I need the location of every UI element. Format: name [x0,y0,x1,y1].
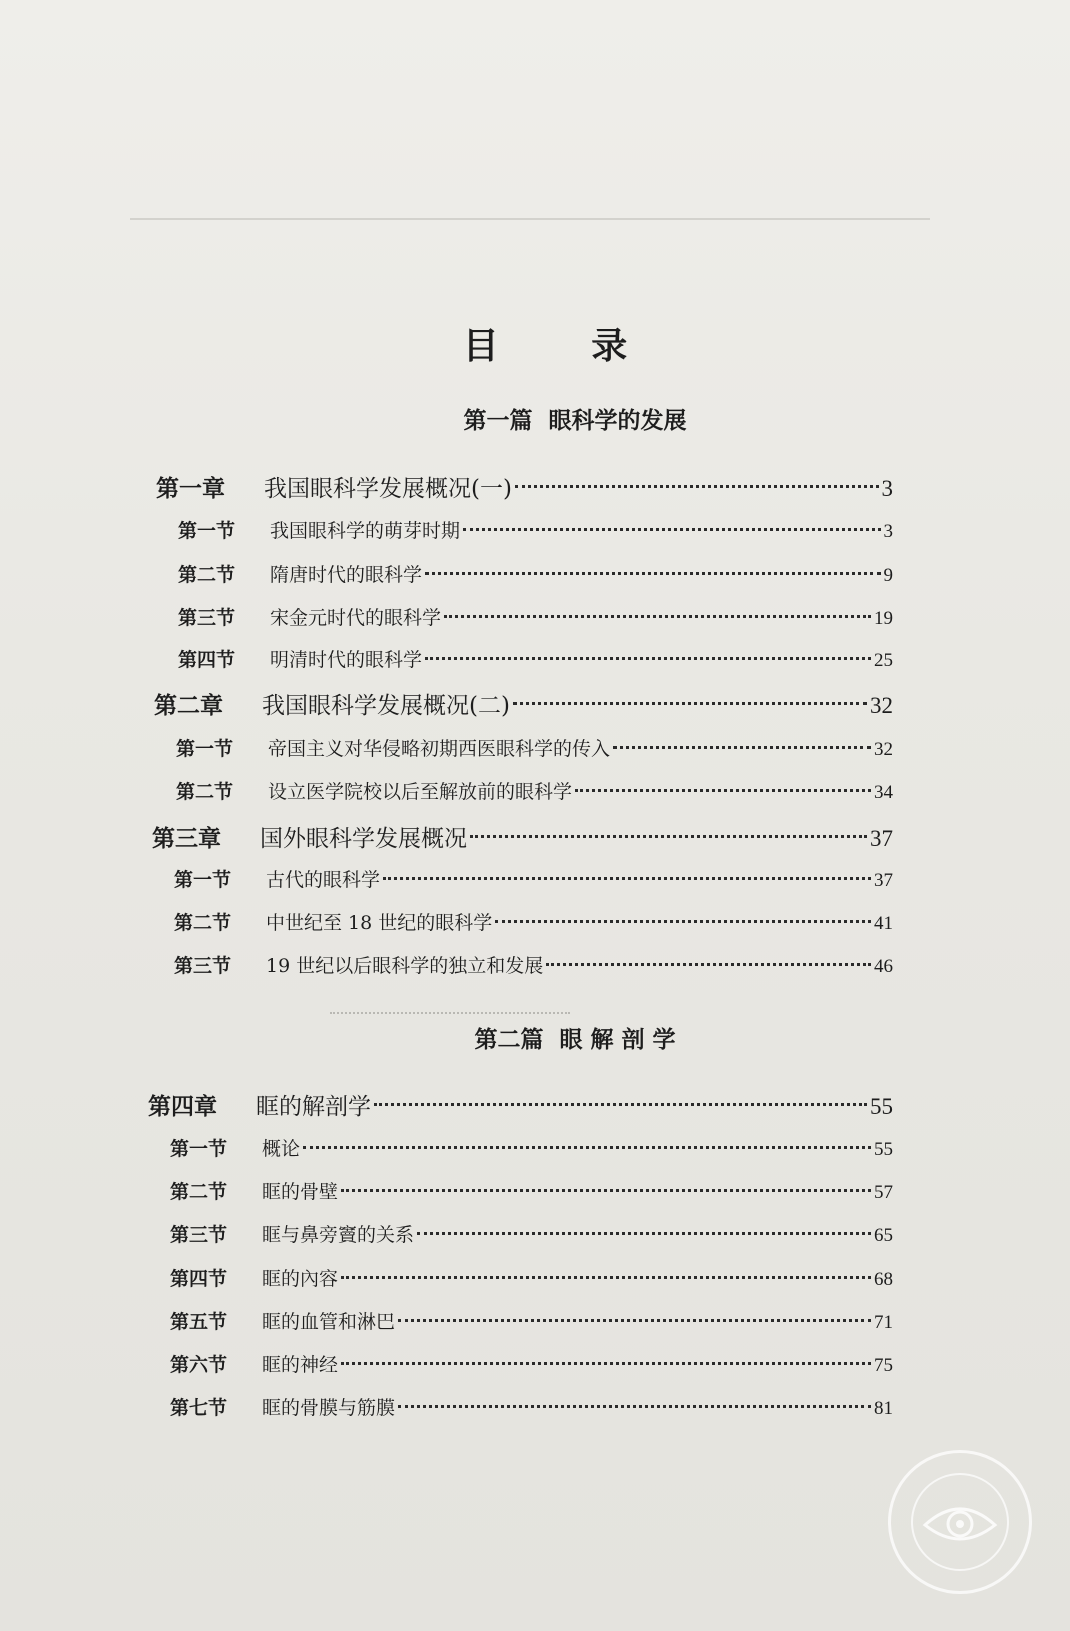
chapter-label: 第四章 [148,1093,217,1120]
page-number: 37 [870,826,893,851]
dot-leader [374,1103,867,1106]
page-number: 25 [874,650,893,671]
section-label: 第二节 [178,564,236,586]
section-title: 概论 [262,1138,301,1160]
page-number: 65 [874,1225,893,1246]
chapter-title: 眶的解剖学 [256,1094,371,1120]
section-title: 明清时代的眼科学 [270,649,423,671]
section-label: 第一节 [176,738,234,760]
toc-section[interactable] [170,1264,893,1291]
toc-chapter-1[interactable] [156,470,893,503]
section-label: 第一节 [178,520,236,542]
dot-leader [495,920,871,923]
page-number: 9 [883,565,893,586]
section-title: 我国眼科学的萌芽时期 [270,520,461,542]
museum-watermark-logo [888,1450,1032,1594]
part-title-1: 第一篇 眼科学的发展 [463,407,687,434]
section-label: 第四节 [170,1268,228,1290]
section-label: 第二节 [170,1181,228,1203]
chapter-title: 国外眼科学发展概况 [260,826,467,852]
section-label: 第六节 [170,1354,228,1376]
toc-section[interactable] [174,951,893,978]
part-divider [330,1012,570,1014]
dot-leader [515,485,879,488]
bleed-through-rule [130,218,930,220]
toc-section[interactable] [178,645,893,672]
page-number: 34 [874,782,893,803]
dot-leader [341,1362,871,1365]
toc-section[interactable] [170,1134,893,1161]
chapter-label: 第一章 [156,475,225,502]
section-title: 眶的血管和淋巴 [262,1311,396,1333]
page-number: 32 [874,739,893,760]
part-title-2: 第二篇 眼 解 剖 学 [474,1026,676,1053]
toc-section[interactable] [170,1177,893,1204]
page-number: 68 [874,1269,893,1290]
dot-leader [341,1189,871,1192]
dot-leader [513,702,867,705]
section-title: 眶与鼻旁竇的关系 [262,1224,415,1246]
page-number: 46 [874,956,893,977]
page-number: 3 [881,476,893,501]
dot-leader [425,572,880,575]
page-number: 19 [874,608,893,629]
eye-emblem-icon [911,1473,1009,1571]
section-title: 帝国主义对华侵略初期西医眼科学的传入 [268,738,611,760]
section-label: 第三节 [170,1224,228,1246]
chapter-label: 第三章 [152,825,221,852]
section-title: 眶的神经 [262,1354,339,1376]
dot-leader [341,1276,871,1279]
dot-leader [425,657,871,660]
section-label: 第一节 [170,1138,228,1160]
page-number: 37 [874,870,893,891]
toc-chapter-3[interactable] [152,820,893,853]
page-number: 41 [874,913,893,934]
dot-leader [417,1232,871,1235]
section-label: 第四节 [178,649,236,671]
toc-section[interactable] [170,1220,893,1247]
page-number: 3 [883,521,893,542]
toc-section[interactable] [174,865,893,892]
toc-section[interactable] [178,560,893,587]
section-title: 古代的眼科学 [266,869,381,891]
section-label: 第二节 [174,912,232,934]
toc-section[interactable] [176,777,893,804]
toc-section[interactable] [174,908,893,935]
section-label: 第一节 [174,869,232,891]
dot-leader [398,1319,871,1322]
dot-leader [546,963,871,966]
section-title: 眶的內容 [262,1268,339,1290]
section-label: 第二节 [176,781,234,803]
section-title: 宋金元时代的眼科学 [270,607,442,629]
toc-chapter-2[interactable] [154,687,893,720]
section-label: 第五节 [170,1311,228,1333]
section-label: 第三节 [174,955,232,977]
toc-section[interactable] [178,603,893,630]
chapter-title: 我国眼科学发展概况(二) [262,693,510,719]
section-title: 眶的骨膜与筋膜 [262,1397,396,1419]
section-label: 第三节 [178,607,236,629]
section-title: 19 世纪以后眼科学的独立和发展 [266,955,544,977]
dot-leader [383,877,871,880]
section-title: 眶的骨壁 [262,1181,339,1203]
toc-section[interactable] [170,1393,893,1420]
dot-leader [398,1405,871,1408]
toc-chapter-4[interactable] [148,1088,893,1121]
page-number: 32 [870,693,893,718]
toc-section[interactable] [170,1350,893,1377]
dot-leader [463,528,880,531]
page-number: 81 [874,1398,893,1419]
section-title: 设立医学院校以后至解放前的眼科学 [268,781,573,803]
page-number: 55 [870,1094,893,1119]
page-number: 75 [874,1355,893,1376]
dot-leader [575,789,871,792]
dot-leader [444,615,871,618]
page-number: 71 [874,1312,893,1333]
page-number: 55 [874,1139,893,1160]
dot-leader [470,835,867,838]
toc-section[interactable] [176,734,893,761]
toc-section[interactable] [178,516,893,543]
section-title: 中世纪至 18 世纪的眼科学 [266,912,493,934]
chapter-label: 第二章 [154,692,223,719]
dot-leader [613,746,871,749]
page-number: 57 [874,1182,893,1203]
toc-section[interactable] [170,1307,893,1334]
section-label: 第七节 [170,1397,228,1419]
page-title: 目 录 [462,325,668,367]
chapter-title: 我国眼科学发展概况(一) [264,476,512,502]
section-title: 隋唐时代的眼科学 [270,564,423,586]
dot-leader [303,1146,871,1149]
eye-icon [913,1475,1007,1569]
